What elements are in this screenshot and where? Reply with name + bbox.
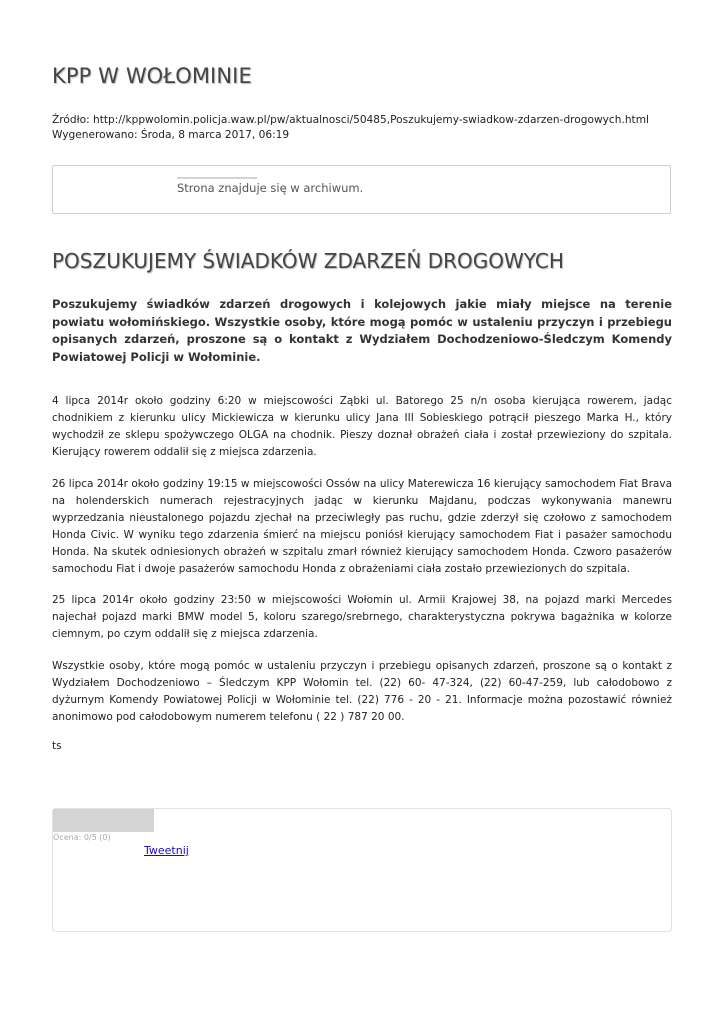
article-paragraph: 4 lipca 2014r około godziny 6:20 w miejscowości Ząbki ul. Batorego 25 n/n osoba kierująca rowerem, jadąc chodnikiem z kierunku ulicy Mickiewicza w kierunku ulicy Jana III Sobieskiego potrącił pieszego Marka H., który wychodził ze sklepu spożywczego OLGA na chodnik. Pieszy doznał obrażeń ciała i został przewieziony do szpitala. Kierujący rowerem oddalił się z miejsca zdarzenia. <box>52 395 672 458</box>
generated-line: Wygenerowano: Środa, 8 marca 2017, 06:19 <box>52 129 290 141</box>
rating-text: Ocena: 0/5 (0) <box>53 833 111 842</box>
article-paragraph: 25 lipca 2014r około godziny 23:50 w miejscowości Wołomin ul. Armii Krajowej 38, na pojazd marki Mercedes najechał pojazd marki BMW model 5, koloru szarego/srebrnego, charakterystyczna pokrywa bagażnika w kolorze ciemnym, po czym oddalił się z miejsca zdarzenia. <box>52 594 672 640</box>
rating-stars-placeholder[interactable] <box>53 809 154 832</box>
article-paragraph: Wszystkie osoby, które mogą pomóc w ustaleniu przyczyn i przebiegu opisanych zdarzeń, proszone są o kontakt z Wydziałem Dochodzeniowo – Śledczym KPP Wołomin tel. (22) 60- 47-324, (22) 60-47-259, lub całodobowo z dyżurnym Komendy Powiatowej Policji w Wołominie tel. (22) 776 - 20 - 21. Informacje można pozostawić również anonimowo pod całodobowym numerem telefonu ( 22 ) 787 20 00. <box>52 660 672 723</box>
article-paragraph: 26 lipca 2014r około godziny 19:15 w miejscowości Ossów na ulicy Materewicza 16 kierujący samochodem Fiat Brava na holenderskich numerach rejestracyjnych jadąc w kierunku Majdanu, podczas wykonywania manewru wyprzedzania nieustalonego pojazdu zjechał na przeciwległy pas ruchu, gdzie zderzył się czołowo z samochodem Honda Civic. W wyniku tego zdarzenia śmierć na miejscu poniósł kierujący samochodem Fiat i pasażer samochodu Honda. Na skutek odniesionych obrażeń w szpitalu zmarł również kierujący samochodem Honda. Czworo pasażerów samochodu Fiat i dwoje pasażerów samochodu Honda z obrażeniami ciała zostało przewiezionych do szpitala. <box>52 478 672 575</box>
source-meta <box>52 113 649 143</box>
archive-divider <box>177 177 257 179</box>
author-signature: ts <box>52 740 62 752</box>
tweet-link[interactable]: Tweetnij <box>144 844 189 857</box>
archive-notice-box <box>52 165 671 214</box>
source-line: Źródło: http://kppwolomin.policja.waw.pl/pw/aktualnosci/50485,Poszukujemy-swiadkow-zdarzen-drogowych.html <box>52 114 649 126</box>
rating-share-box <box>52 808 672 932</box>
article-lead: Poszukujemy świadków zdarzeń drogowych i kolejowych jakie miały miejsce na terenie powiatu wołomińskiego. Wszystkie osoby, które mogą pomóc w ustaleniu przyczyn i przebiegu opisanych zdarzeń, proszone są o kontakt z Wydziałem Dochodzeniowo-Śledczym Komendy Powiatowej Policji w Wołominie. <box>52 297 672 364</box>
archive-notice-text: Strona znajduje się w archiwum. <box>177 181 364 195</box>
article-title: POSZUKUJEMY ŚWIADKÓW ZDARZEŃ DROGOWYCH <box>52 249 564 273</box>
site-title: KPP W WOŁOMINIE <box>52 64 252 88</box>
